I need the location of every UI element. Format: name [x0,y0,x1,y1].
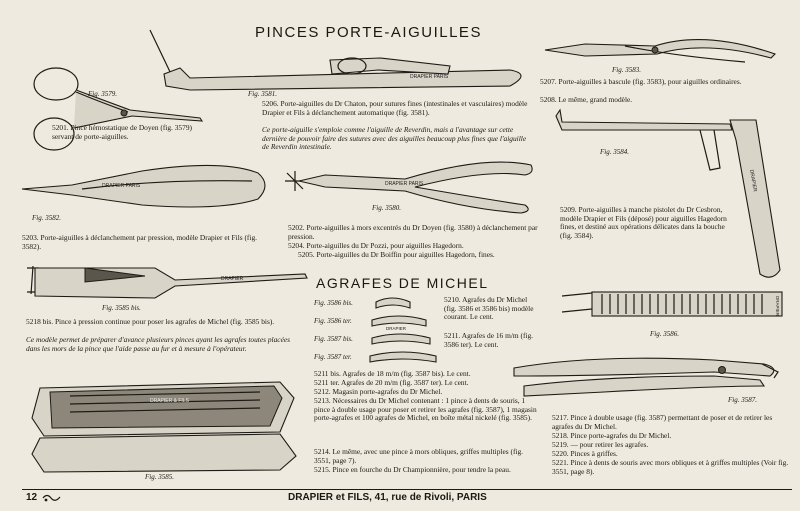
agrafes-title: AGRAFES DE MICHEL [316,275,489,291]
illustration-clip-magazine [562,286,788,322]
engraving-3585bis: DRAPIER [221,276,244,282]
fig-3581-label: Fig. 3581. [248,90,277,98]
fig-3586-bis-label: Fig. 3586 bis. [314,299,353,307]
fig-3586-ter-label: Fig. 3586 ter. [314,317,352,325]
fig-3584-label: Fig. 3584. [600,148,629,156]
illustration-michel-clips [370,296,440,366]
page-title: PINCES PORTE-AIGUILLES [255,24,482,41]
engraving-3585: DRAPIER & FILS [150,398,189,404]
item-5215: 5215. Pince en fourche du Dr Championnière, pour tendre la peau. [314,465,511,474]
item-5211-ter: 5211 ter. Agrafes de 20 m/m (fig. 3587 ter). Le cent. [314,378,469,387]
item-5219: 5219. — pour retirer les agrafes. [552,440,649,449]
illustration-cesbron-pistol-holder [550,110,790,285]
item-5220: 5220. Pinces à griffes. [552,449,618,458]
item-5209: 5209. Porte-aiguilles à manche pistolet du Dr Cesbron, modèle Drapier et Fils (déposé) pour aiguilles Hagedorn fines, et destiné aux opérations délicates dans la bouche (fig. 3584). [560,205,727,240]
illustration-continuous-pressure-clamp [25,262,310,304]
fig-3583-label: Fig. 3583. [612,66,641,74]
item-5218-bis-note: Ce modèle permet de préparer d'avance plusieurs pinces ayant les agrafes toutes placées dans les mors de la pince que l'aide passe au fur et à mesure à l'opérateur. [26,335,291,353]
fig-3580-label: Fig. 3580. [372,204,401,212]
illustration-chaton-needle-holder [150,30,550,100]
page-number: 12 [26,492,38,503]
item-5206-note: Ce porte-aiguille s'emploie comme l'aiguille de Reverdin, mais a l'avantage sur cette dernière de pouvoir faire des sutures avec des aiguilles beaucoup plus fines que l'aiguille de Reverdin intestinale. [262,125,527,152]
fig-3587-bis-label: Fig. 3587 bis. [314,335,353,343]
engraving-3584: DRAPIER [748,169,758,193]
item-5213: 5213. Nécessaires du Dr Michel contenant : 1 pince à dents de souris, 1 pince à double usage pour poser et retirer les agrafes (fig. 3587), 1 magasin porte-agrafes et 100 agrafes de Michel, en boîte métal nickelé (fig. 3585). [314,396,537,423]
item-5212: 5212. Magasin porte-agrafes du Dr Michel. [314,387,443,396]
fig-3586-label: Fig. 3586. [650,330,679,338]
fig-3587-label: Fig. 3587. [728,396,757,404]
item-5208: 5208. Le même, grand modèle. [540,95,633,104]
ornament-icon [42,493,62,503]
item-5218-bis: 5218 bis. Pince à pression continue pour poser les agrafes de Michel (fig. 3585 bis). [26,317,275,326]
engraving-3586: DRAPIER [775,296,780,317]
item-5211: 5211. Agrafes de 16 m/m (fig. 3586 ter). Le cent. [444,331,534,349]
item-5201: 5201. Pince hémostatique de Doyen (fig. 3579) servant de porte-aiguilles. [52,123,192,141]
item-5205: 5205. Porte-aiguilles du Dr Boiffin pour aiguilles Hagedorn, fines. [298,250,495,259]
item-5214: 5214. Le même, avec une pince à mors obliques, griffes multiples (fig. 3551, page 7). [314,447,524,465]
engraving-3580: DRAPIER PARIS [385,181,424,187]
engraving-3582: DRAPIER PARIS [102,183,141,189]
fig-3585-bis-label: Fig. 3585 bis. [102,304,141,312]
illustration-doyen-eccentric-holder [285,155,535,215]
illustration-michel-kit-box [30,374,300,474]
item-5211-bis: 5211 bis. Agrafes de 18 m/m (fig. 3587 bis). Le cent. [314,369,471,378]
footer-rule [22,489,792,490]
item-5210: 5210. Agrafes du Dr Michel (fig. 3586 et 3586 bis) modèle courant. Le cent. [444,295,534,322]
clip-engraving: DRAPIER [386,326,407,331]
item-5218: 5218. Pince porte-agrafes du Dr Michel. [552,431,672,440]
item-5217: 5217. Pince à double usage (fig. 3587) permettant de poser et de retirer les agrafes du Dr Michel. [552,413,773,431]
item-5203: 5203. Porte-aiguilles à déclanchement par pression, modèle Drapier et Fils (fig. 3582). [22,233,257,251]
item-5207: 5207. Porte-aiguilles à bascule (fig. 3583), pour aiguilles ordinaires. [540,77,742,86]
illustration-bascule-needle-holder [545,28,785,68]
item-5206: 5206. Porte-aiguilles du Dr Chaton, pour sutures fines (intestinales et vasculaires) modèle Drapier et Fils à déclanchement automatique (fig. 3581). [262,99,528,117]
fig-3579-label: Fig. 3579. [88,90,117,98]
fig-3582-label: Fig. 3582. [32,214,61,222]
engraving-3581: DRAPIER PARIS [410,74,449,80]
item-5204: 5204. Porte-aiguilles du Dr Pozzi, pour aiguilles Hagedorn. [288,241,464,250]
fig-3585-label: Fig. 3585. [145,473,174,481]
item-5221: 5221. Pince à dents de souris avec mors obliques et à griffes multiples (Voir fig. 3551, page 8). [552,458,789,476]
publisher-footer: DRAPIER et FILS, 41, rue de Rivoli, PARIS [288,492,487,503]
fig-3587-ter-label: Fig. 3587 ter. [314,353,352,361]
item-5202: 5202. Porte-aiguilles à mors excentrés du Dr Doyen (fig. 3580) à déclanchement par pression. [288,223,538,241]
